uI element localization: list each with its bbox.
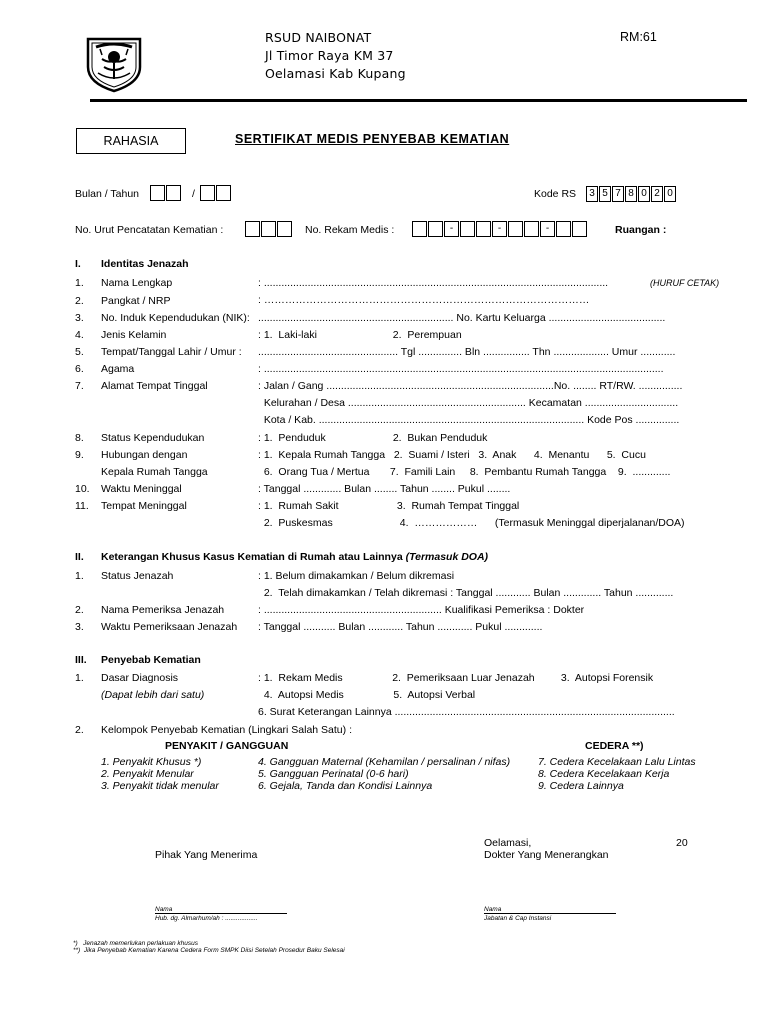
row-num: 7. bbox=[75, 380, 84, 392]
hospital-address-line2: Oelamasi Kab Kupang bbox=[265, 66, 406, 81]
no-urut-boxes[interactable] bbox=[245, 221, 293, 237]
secret-label: RAHASIA bbox=[76, 128, 186, 154]
row-label: Kelompok Penyebab Kematian (Lingkari Salah Satu) : bbox=[101, 724, 352, 736]
no-rm-boxes[interactable]: - - - bbox=[412, 221, 588, 237]
cause-list-a[interactable] bbox=[101, 756, 219, 792]
kode-digit: 5 bbox=[599, 186, 611, 202]
row-num: 11. bbox=[75, 500, 89, 512]
month-boxes[interactable] bbox=[150, 185, 182, 201]
row-num: 5. bbox=[75, 346, 84, 358]
row-value[interactable]: 2. Telah dimakamkan / Telah dikremasi : Tanggal ............ Bulan ............. Tahun ............. bbox=[258, 587, 674, 599]
cause-list-c[interactable] bbox=[538, 756, 696, 792]
row-value[interactable]: : ......................................................................................................................................... bbox=[258, 363, 664, 375]
row-num: 4. bbox=[75, 329, 84, 341]
kode-rs-boxes bbox=[586, 186, 677, 202]
cause-item: 9. Cedera Lainnya bbox=[538, 780, 624, 792]
page-title: SERTIFIKAT MEDIS PENYEBAB KEMATIAN bbox=[235, 132, 510, 146]
cause-item: 2. Penyakit Menular bbox=[101, 768, 194, 780]
row-num: 6. bbox=[75, 363, 84, 375]
row-value[interactable]: : 1. Rumah Sakit 3. Rumah Tempat Tinggal bbox=[258, 500, 520, 512]
month-year-label: Bulan / Tahun bbox=[75, 188, 140, 200]
injury-column-header: CEDERA **) bbox=[585, 740, 644, 752]
row-label: Waktu Pemeriksaan Jenazah bbox=[101, 621, 238, 633]
row-label: Pangkat / NRP bbox=[101, 295, 171, 307]
no-urut-label: No. Urut Pencatatan Kematian : bbox=[75, 224, 224, 236]
row-num: 1. bbox=[75, 672, 84, 684]
no-rm-label: No. Rekam Medis : bbox=[305, 224, 395, 236]
row-value[interactable]: : 1. Rekam Medis 2. Pemeriksaan Luar Jenazah 3. Autopsi Forensik bbox=[258, 672, 654, 684]
cause-item: 4. Gangguan Maternal (Kehamilan / persalinan / nifas) bbox=[258, 756, 511, 768]
section1-num: I. bbox=[75, 258, 81, 270]
kode-digit: 7 bbox=[612, 186, 624, 202]
row-num: 1. bbox=[75, 570, 84, 582]
doctor-label: Dokter Yang Menerangkan bbox=[484, 849, 609, 861]
row-value[interactable]: : 1. Kepala Rumah Tangga 2. Suami / Isteri 3. Anak 4. Menantu 5. Cucu bbox=[258, 449, 646, 461]
row-num: 3. bbox=[75, 312, 84, 324]
row-value[interactable]: : Jalan / Gang ..............................................................................No. ........ RT/RW. ............... bbox=[258, 380, 683, 392]
section2-title-wrap bbox=[101, 551, 488, 564]
cause-item: 3. Penyakit tidak menular bbox=[101, 780, 219, 792]
slash: / bbox=[192, 188, 195, 200]
position-label: Jabatan & Cap Instansi bbox=[484, 915, 552, 922]
row-label: (Dapat lebih dari satu) bbox=[101, 689, 205, 701]
row-label: Agama bbox=[101, 363, 135, 375]
row-num: 2. bbox=[75, 604, 84, 616]
row-num: 10. bbox=[75, 483, 90, 495]
row-label: Jenis Kelamin bbox=[101, 329, 167, 341]
signature-line-left bbox=[155, 913, 287, 914]
hospital-address-line1: Jl Timor Raya KM 37 bbox=[265, 48, 394, 63]
row-value[interactable]: : ………………………………………………………………………………… bbox=[258, 294, 590, 306]
row-value[interactable]: : Tanggal ........... Bulan ............ Tahun ............ Pukul ............. bbox=[258, 621, 543, 633]
row-label: Dasar Diagnosis bbox=[101, 672, 179, 684]
relation-label: Hub. dg. Almarhum/ah : .................. bbox=[155, 915, 258, 922]
row-value[interactable]: : 1. Penduduk 2. Bukan Penduduk bbox=[258, 432, 488, 444]
row-label: Tempat/Tanggal Lahir / Umur : bbox=[101, 346, 242, 358]
row-value[interactable]: : 1. Laki-laki 2. Perempuan bbox=[258, 329, 462, 341]
row-value[interactable]: 2. Puskesmas 4. ……………… (Termasuk Meninggal diperjalanan/DOA) bbox=[258, 517, 685, 529]
row-value[interactable]: 4. Autopsi Medis 5. Autopsi Verbal bbox=[258, 689, 476, 701]
section3-title: Penyebab Kematian bbox=[101, 654, 201, 666]
kode-digit: 3 bbox=[586, 186, 598, 202]
row-value[interactable]: ................................................................... No. Kartu Keluarga ........................................ bbox=[258, 312, 666, 324]
row-num: 9. bbox=[75, 449, 84, 461]
form-code: RM:61 bbox=[620, 30, 657, 44]
row-label: Alamat Tempat Tinggal bbox=[101, 380, 208, 392]
kode-digit: 8 bbox=[625, 186, 637, 202]
row-label: Tempat Meninggal bbox=[101, 500, 187, 512]
cause-item: 7. Cedera Kecelakaan Lalu Lintas bbox=[538, 756, 696, 768]
signature-place: Oelamasi, bbox=[484, 837, 532, 849]
footnote: *) Jenazah memerlukan perlakuan khusus bbox=[73, 940, 199, 947]
row-label: Nama Pemeriksa Jenazah bbox=[101, 604, 225, 616]
row-value[interactable]: : ............................................................. Kualifikasi Pemeriksa : Dokter bbox=[258, 604, 585, 616]
section2-title: Keterangan Khusus Kasus Kematian di Rumah atau Lainnya bbox=[101, 551, 403, 563]
name-left-label: Nama bbox=[155, 906, 173, 913]
section3-num: III. bbox=[75, 654, 87, 666]
row-label: No. Induk Kependudukan (NIK): bbox=[101, 312, 250, 324]
huruf-cetak-note: (HURUF CETAK) bbox=[650, 278, 720, 288]
row-value[interactable]: Kelurahan / Desa ............................................................. Kecamatan ................................ bbox=[258, 397, 679, 409]
row-label: Hubungan dengan bbox=[101, 449, 188, 461]
row-label: Status Kependudukan bbox=[101, 432, 205, 444]
header-divider bbox=[90, 99, 747, 102]
row-value[interactable]: Kota / Kab. ........................................................................................... Kode Pos ............... bbox=[258, 414, 680, 426]
signature-year: 20 bbox=[676, 837, 688, 849]
kode-digit: 2 bbox=[651, 186, 663, 202]
row-value[interactable]: ................................................ Tgl ............... Bln ................ Thn ................... Umur ............ bbox=[258, 346, 676, 358]
section1-title: Identitas Jenazah bbox=[101, 258, 189, 270]
kode-digit: 0 bbox=[638, 186, 650, 202]
row-label: Waktu Meninggal bbox=[101, 483, 182, 495]
name-right-label: Nama bbox=[484, 906, 502, 913]
cause-item: 8. Cedera Kecelakaan Kerja bbox=[538, 768, 670, 780]
row-num: 1. bbox=[75, 277, 84, 289]
row-label: Status Jenazah bbox=[101, 570, 174, 582]
row-num: 8. bbox=[75, 432, 84, 444]
kode-rs-label: Kode RS bbox=[534, 188, 577, 200]
cause-item: 5. Gangguan Perinatal (0-6 hari) bbox=[258, 768, 409, 780]
row-num: 3. bbox=[75, 621, 84, 633]
footnote: **) Jika Penyebab Kematian Karena Cedera Form SMPK Diisi Setelah Prosedur Baku Selesai bbox=[73, 947, 345, 954]
section2-num: II. bbox=[75, 551, 84, 563]
row-value[interactable]: : 1. Belum dimakamkan / Belum dikremasi bbox=[258, 570, 455, 582]
row-value[interactable]: : Tanggal ............. Bulan ........ Tahun ........ Pukul ........ bbox=[258, 483, 511, 495]
row-label: Nama Lengkap bbox=[101, 277, 173, 289]
disease-column-header: PENYAKIT / GANGGUAN bbox=[165, 740, 289, 752]
cause-item: 6. Gejala, Tanda dan Kondisi Lainnya bbox=[258, 780, 433, 792]
row-num: 2. bbox=[75, 724, 84, 736]
receiver-label: Pihak Yang Menerima bbox=[155, 849, 258, 861]
ruangan-label: Ruangan : bbox=[615, 224, 667, 236]
year-boxes[interactable] bbox=[200, 185, 232, 201]
kode-digit: 0 bbox=[664, 186, 676, 202]
cause-item: 1. Penyakit Khusus *) bbox=[101, 756, 202, 768]
row-value[interactable]: 6. Orang Tua / Mertua 7. Famili Lain 8. Pembantu Rumah Tangga 9. ............. bbox=[258, 466, 671, 478]
row-value[interactable]: : ...................................................................................................................... bbox=[258, 277, 609, 289]
hospital-name: RSUD NAIBONAT bbox=[265, 30, 372, 45]
signature-line-right bbox=[484, 913, 616, 914]
row-value[interactable]: 6. Surat Keterangan Lainnya ................................................................................................ bbox=[258, 706, 675, 718]
row-label: Kepala Rumah Tangga bbox=[101, 466, 208, 478]
cause-list-b[interactable] bbox=[258, 756, 510, 792]
row-num: 2. bbox=[75, 295, 84, 307]
section2-title-italic: (Termasuk DOA) bbox=[405, 551, 489, 563]
hospital-logo-icon bbox=[80, 33, 148, 93]
